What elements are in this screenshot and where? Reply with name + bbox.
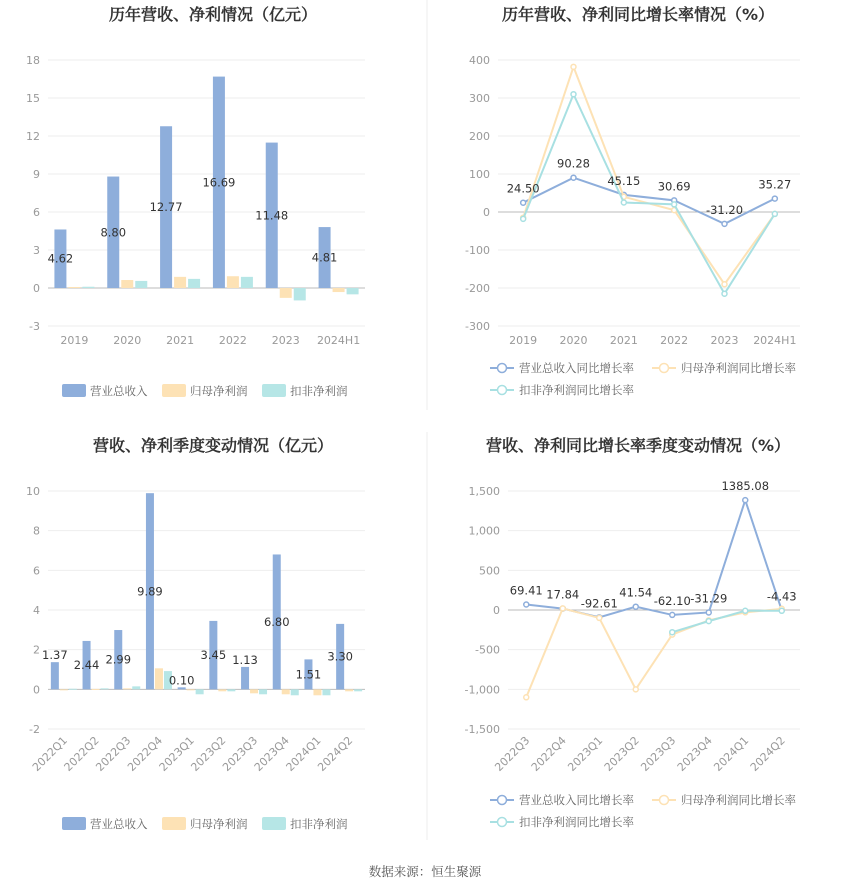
bar-deducted-profit <box>294 288 306 300</box>
x-tick-label: 2023Q3 <box>220 733 261 774</box>
y-tick-label: 400 <box>469 54 490 67</box>
chart-title: 历年营收、净利同比增长率情况（%） <box>501 5 775 24</box>
y-tick-label: 6 <box>33 206 40 219</box>
bar-deducted-profit <box>354 689 362 691</box>
series-line-net-profit-growth <box>523 67 775 284</box>
series-point <box>560 606 565 611</box>
y-tick-label: 18 <box>26 54 40 67</box>
bar-net-profit <box>250 689 258 693</box>
bar-value-label: 11.48 <box>255 208 289 223</box>
y-tick-label: 0 <box>33 683 40 697</box>
y-tick-label: 0 <box>493 604 500 617</box>
series-point <box>672 202 677 207</box>
bar-value-label: 3.45 <box>200 648 227 663</box>
bar-revenue <box>178 687 186 689</box>
y-tick-label: 2 <box>33 643 40 657</box>
legend-swatch-marker <box>498 364 507 373</box>
legend-label: 营业总收入同比增长率 <box>519 361 634 375</box>
legend-swatch-marker <box>660 796 669 805</box>
bar-value-label: 8.80 <box>100 225 127 240</box>
bar-value-label: 2.44 <box>73 658 100 673</box>
bar-deducted-profit <box>241 277 253 288</box>
series-point <box>621 200 626 205</box>
x-tick-label: 2023Q1 <box>156 733 197 774</box>
x-tick-label: 2022Q4 <box>528 733 569 774</box>
bar-deducted-profit <box>196 689 204 694</box>
legend-swatch-marker <box>498 796 507 805</box>
legend-label: 扣非净利润同比增长率 <box>519 815 634 829</box>
legend-swatch-marker <box>660 364 669 373</box>
series-line-deducted-growth <box>523 94 775 294</box>
y-tick-label: -2 <box>29 723 40 736</box>
bar-deducted-profit <box>188 279 200 288</box>
series-point <box>722 291 727 296</box>
bar-deducted-profit <box>291 689 299 695</box>
bar-value-label: 12.77 <box>149 200 183 215</box>
chart-title: 历年营收、净利情况（亿元） <box>108 5 318 24</box>
legend-swatch <box>262 817 286 830</box>
x-tick-label: 2020 <box>113 334 142 347</box>
y-tick-label: -100 <box>465 244 490 257</box>
series-point <box>779 608 784 613</box>
series-point <box>743 498 748 503</box>
line-value-label: -4.43 <box>766 589 797 604</box>
line-value-label: -31.20 <box>705 202 744 217</box>
x-tick-label: 2023Q3 <box>638 733 679 774</box>
bar-net-profit <box>68 287 80 288</box>
bar-net-profit <box>155 668 163 689</box>
series-point <box>706 619 711 624</box>
legend-label: 扣非净利润 <box>290 384 348 398</box>
bar-net-profit <box>227 276 239 288</box>
y-tick-label: -500 <box>475 643 500 657</box>
legend-label: 营业总收入同比增长率 <box>519 793 634 807</box>
x-tick-label: 2022 <box>660 334 689 347</box>
bar-net-profit <box>60 689 68 690</box>
series-point <box>706 610 711 615</box>
x-tick-label: 2023Q2 <box>601 733 642 774</box>
legend-label: 归母净利润 <box>190 384 248 398</box>
y-tick-label: 100 <box>469 168 490 181</box>
chart-title: 营收、净利同比增长率季度变动情况（%） <box>485 436 791 455</box>
y-tick-label: 12 <box>26 130 40 143</box>
bar-value-label: 1.37 <box>42 648 68 663</box>
x-tick-label: 2024H1 <box>753 334 797 347</box>
x-tick-label: 2023Q1 <box>565 733 606 774</box>
x-tick-label: 2024Q1 <box>711 733 752 774</box>
line-value-label: 45.15 <box>607 173 641 188</box>
bar-net-profit <box>333 288 345 292</box>
legend-swatch <box>162 384 186 397</box>
x-tick-label: 2023 <box>271 334 300 347</box>
legend-swatch-marker <box>498 386 507 395</box>
bar-deducted-profit <box>82 287 94 288</box>
x-tick-label: 2022 <box>218 334 247 347</box>
series-point <box>633 687 638 692</box>
y-tick-label: -1,500 <box>464 723 500 736</box>
y-tick-label: 10 <box>26 485 40 498</box>
y-tick-label: 1,500 <box>468 485 500 498</box>
series-point <box>633 604 638 609</box>
line-value-label: 1385.08 <box>721 479 770 494</box>
bar-net-profit <box>121 280 133 288</box>
bar-net-profit <box>187 689 195 690</box>
bar-value-label: 9.89 <box>137 584 163 599</box>
series-line-net-profit-growth <box>526 608 782 697</box>
x-tick-label: 2023Q2 <box>188 733 229 774</box>
line-value-label: 41.54 <box>619 585 653 600</box>
series-point <box>772 196 777 201</box>
y-tick-label: 15 <box>26 92 40 105</box>
bar-deducted-profit <box>69 689 77 690</box>
bar-net-profit <box>280 288 292 298</box>
series-point <box>571 92 576 97</box>
y-tick-label: 1,000 <box>468 524 500 538</box>
y-tick-label: 3 <box>33 244 40 257</box>
y-tick-label: 200 <box>469 130 490 143</box>
y-tick-label: 9 <box>33 168 40 181</box>
y-tick-label: 500 <box>479 564 500 578</box>
x-tick-label: 2020 <box>559 334 588 347</box>
line-value-label: 30.69 <box>657 179 691 194</box>
legend-label: 营业总收入 <box>90 817 148 831</box>
bar-deducted-profit <box>135 281 147 288</box>
legend-label: 归母净利润 <box>190 817 248 831</box>
x-tick-label: 2022Q4 <box>125 733 166 774</box>
x-tick-label: 2024Q2 <box>315 733 356 774</box>
series-point <box>524 695 529 700</box>
series-point <box>722 282 727 287</box>
line-value-label: -31.29 <box>690 591 728 606</box>
line-value-label: 90.28 <box>557 156 590 171</box>
x-tick-label: 2023Q4 <box>251 733 292 774</box>
y-tick-label: -1,000 <box>464 683 500 697</box>
bar-net-profit <box>174 277 186 288</box>
series-point <box>521 216 526 221</box>
bar-value-label: 1.13 <box>232 652 258 667</box>
legend-swatch <box>62 384 86 397</box>
legend-label: 扣非净利润同比增长率 <box>519 383 634 397</box>
line-value-label: 17.84 <box>546 587 580 602</box>
x-tick-label: 2022Q2 <box>61 733 102 774</box>
series-point <box>743 608 748 613</box>
line-value-label: 24.50 <box>506 181 540 196</box>
bar-revenue <box>241 667 249 689</box>
bar-net-profit <box>282 689 290 694</box>
bar-net-profit <box>345 689 353 691</box>
bar-deducted-profit <box>132 686 140 689</box>
x-tick-label: 2022Q3 <box>492 733 533 774</box>
bar-value-label: 2.99 <box>105 652 132 667</box>
bar-net-profit <box>313 689 321 695</box>
series-line-revenue-growth <box>523 178 775 224</box>
legend-label: 营业总收入 <box>90 384 148 398</box>
series-point <box>597 615 602 620</box>
series-point <box>571 175 576 180</box>
x-tick-label: 2019 <box>509 334 538 347</box>
x-tick-label: 2023Q4 <box>674 733 715 774</box>
y-tick-label: 4 <box>33 604 40 617</box>
line-value-label: 69.41 <box>509 583 543 598</box>
bar-revenue <box>51 662 59 689</box>
legend-label: 扣非净利润 <box>290 817 348 831</box>
bar-net-profit <box>123 688 131 689</box>
bar-deducted-profit <box>322 689 330 695</box>
bar-value-label: 4.81 <box>311 250 338 265</box>
bar-deducted-profit <box>101 688 109 689</box>
bar-deducted-profit <box>347 288 359 294</box>
x-tick-label: 2021 <box>166 334 195 347</box>
line-value-label: -62.10 <box>653 593 691 608</box>
y-tick-label: -300 <box>465 320 490 333</box>
y-tick-label: 0 <box>483 206 490 219</box>
bar-deducted-profit <box>259 689 267 694</box>
chart-title: 营收、净利季度变动情况（亿元） <box>92 436 334 455</box>
y-tick-label: 0 <box>33 282 40 295</box>
legend-swatch-marker <box>498 818 507 827</box>
x-tick-label: 2024H1 <box>316 334 361 347</box>
series-point <box>670 612 675 617</box>
line-value-label: 35.27 <box>758 177 792 192</box>
bar-value-label: 4.62 <box>47 251 74 266</box>
x-tick-label: 2024Q1 <box>283 733 324 774</box>
legend-swatch <box>162 817 186 830</box>
bar-value-label: 3.30 <box>327 649 353 664</box>
x-tick-label: 2021 <box>609 334 638 347</box>
bar-net-profit <box>92 689 100 690</box>
legend-label: 归母净利润同比增长率 <box>681 793 796 807</box>
series-point <box>571 64 576 69</box>
x-tick-label: 2022Q1 <box>29 733 70 774</box>
legend-swatch <box>62 817 86 830</box>
series-point <box>722 221 727 226</box>
x-tick-label: 2023 <box>710 334 739 347</box>
series-point <box>772 211 777 216</box>
bar-value-label: 0.10 <box>168 673 195 688</box>
bar-value-label: 6.80 <box>263 614 290 629</box>
y-tick-label: 300 <box>469 92 490 105</box>
series-point <box>521 200 526 205</box>
x-tick-label: 2019 <box>60 334 89 347</box>
x-tick-label: 2022Q3 <box>93 733 134 774</box>
bar-deducted-profit <box>227 689 235 691</box>
bar-net-profit <box>218 689 226 691</box>
y-tick-label: -3 <box>29 320 40 333</box>
bar-value-label: 16.69 <box>202 175 236 190</box>
bar-value-label: 1.51 <box>295 667 322 682</box>
legend-swatch <box>262 384 286 397</box>
y-tick-label: -200 <box>465 282 490 295</box>
y-tick-label: 6 <box>33 564 40 578</box>
series-point <box>524 602 529 607</box>
y-tick-label: 8 <box>33 524 40 538</box>
legend-label: 归母净利润同比增长率 <box>681 361 796 375</box>
series-point <box>670 630 675 635</box>
source-text: 数据来源：恒生聚源 <box>368 864 482 879</box>
line-value-label: -92.61 <box>580 596 618 611</box>
x-tick-label: 2024Q2 <box>747 733 788 774</box>
